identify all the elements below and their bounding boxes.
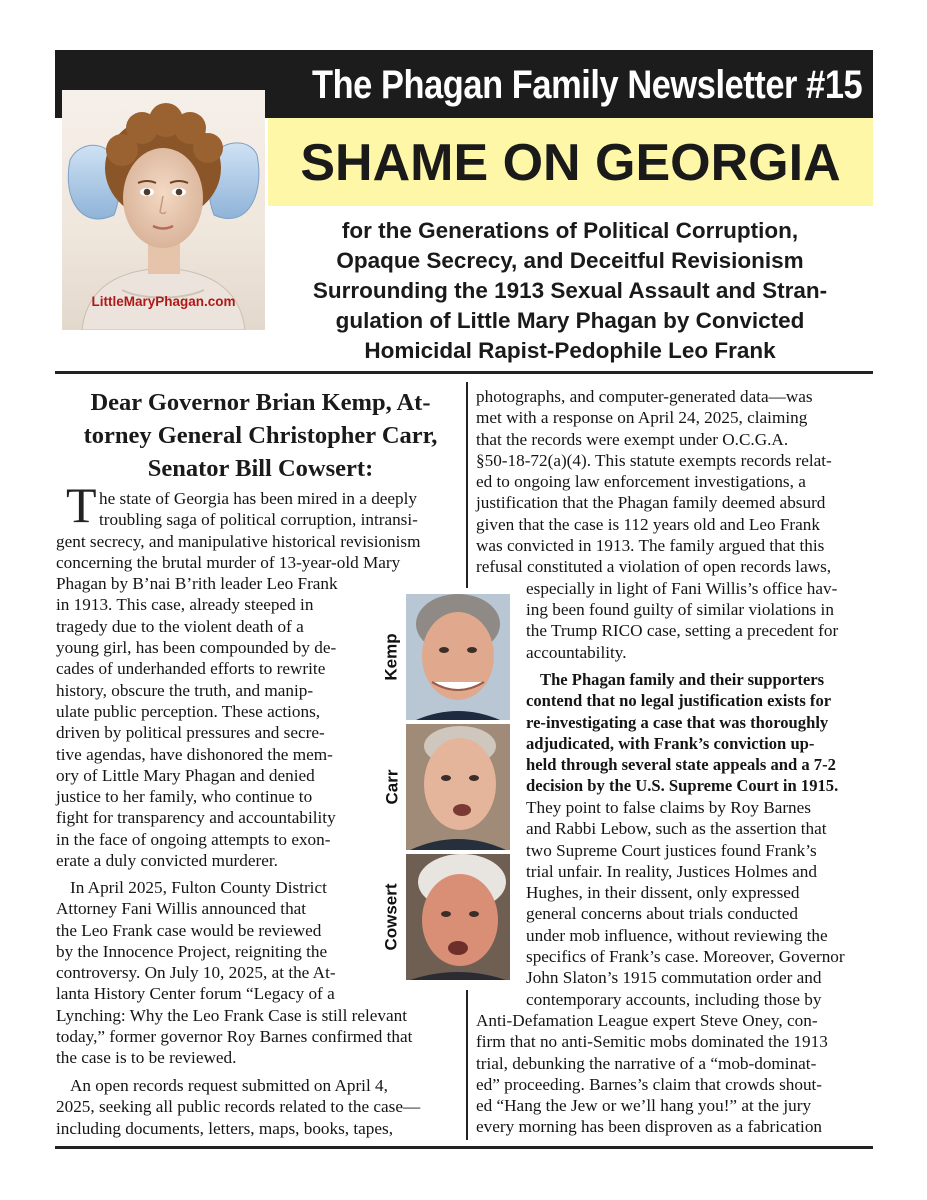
photo-label-kemp <box>374 594 410 720</box>
carr-photo <box>406 724 510 850</box>
carr-face-illustration <box>406 724 510 850</box>
text-line: ing been found guilty of similar violations in <box>526 599 834 619</box>
text-line: Lynching: Why the Leo Frank Case is still relevant <box>56 1005 408 1025</box>
kemp-photo <box>406 594 510 720</box>
text-line: troubling saga of political corruption, intransi- <box>99 510 418 530</box>
paragraph-3 <box>56 1075 420 1139</box>
text-line: held through several state appeals and a 7-2 <box>526 755 836 775</box>
salutation-line: Dear Governor Brian Kemp, At- <box>90 389 431 416</box>
salutation-line: torney General Christopher Carr, <box>83 422 438 449</box>
text-line: the Trump RICO case, setting a precedent for <box>526 621 839 641</box>
salutation-line: Senator Bill Cowsert: <box>147 455 374 482</box>
text-line: Attorney Fani Willis announced that <box>56 899 307 919</box>
text-line: cades of underhanded efforts to rewrite <box>56 659 326 679</box>
text-line: ed” proceeding. Barnes’s claim that crowds shout- <box>476 1074 823 1094</box>
text-line: fight for transparency and accountability <box>56 808 336 828</box>
text-line: under mob influence, without reviewing the <box>526 925 828 945</box>
cowsert-photo <box>406 854 510 980</box>
text-line: and Rabbi Lebow, such as the assertion that <box>526 819 827 839</box>
photo-label-text: Cowsert <box>382 883 402 951</box>
text-line: was convicted in 1913. The family argued that this <box>476 536 825 556</box>
text-line: especially in light of Fani Willis’s office hav- <box>526 578 838 598</box>
text-line: contend that no legal justification exists for <box>526 691 832 711</box>
text-line: John Slaton’s 1915 commutation order and <box>526 968 822 988</box>
text-line: tragedy due to the violent death of a <box>56 616 304 636</box>
text-line: driven by political pressures and secre- <box>56 723 325 743</box>
subtitle-line: Surrounding the 1913 Sexual Assault and Stran- <box>312 278 828 303</box>
photo-label-carr <box>374 724 410 850</box>
text-line: ulate public perception. These actions, <box>56 701 321 721</box>
text-line: justification that the Phagan family deemed absurd <box>476 493 826 513</box>
text-line: concerning the brutal murder of 13-year-old Mary <box>56 552 401 572</box>
text-line: re-investigating a case that was thoroughly <box>526 712 829 732</box>
text-line: accountability. <box>526 642 627 662</box>
text-line: In April 2025, Fulton County District <box>70 878 327 897</box>
paragraph-1 <box>56 488 421 871</box>
text-line: the case is to be reviewed. <box>56 1048 237 1068</box>
headline: SHAME ON GEORGIA <box>300 134 841 192</box>
right-paragraph-1 <box>476 386 838 663</box>
text-line: young girl, has been compounded by de- <box>56 638 337 658</box>
newsletter-title: The Phagan Family Newsletter #15 <box>312 63 863 107</box>
text-line: the Leo Frank case would be reviewed <box>56 920 322 940</box>
subtitle-line: Homicidal Rapist-Pedophile Leo Frank <box>364 338 776 363</box>
text-line: The Phagan family and their supporters <box>540 670 825 689</box>
subtitle-line: for the Generations of Political Corruption, <box>341 218 799 243</box>
text-line: given that the case is 112 years old and Leo Frank <box>476 514 820 534</box>
text-line: ed “Hang the Jew or we’ll hang you!” at the jury <box>476 1096 812 1116</box>
text-line: They point to false claims by Roy Barnes <box>526 798 811 817</box>
text-line: in 1913. This case, already steeped in <box>56 595 314 615</box>
text-line: contemporary accounts, including those by <box>526 989 822 1009</box>
text-line: justice to her family, who continue to <box>56 787 313 807</box>
text-line: An open records request submitted on April 4, <box>70 1076 388 1095</box>
photo-label-cowsert <box>374 854 410 980</box>
photo-label-text: Kemp <box>382 633 402 681</box>
text-line: lanta History Center forum “Legacy of a <box>56 984 335 1004</box>
text-line: general concerns about trials conducted <box>526 904 799 924</box>
text-line: Hughes, in their dissent, only expressed <box>526 883 800 903</box>
top-divider <box>55 371 873 374</box>
subtitle-line: Opaque Secrecy, and Deceitful Revisionism <box>336 248 804 273</box>
text-line: by the Innocence Project, reigniting the <box>56 941 328 961</box>
right-bold-paragraph <box>526 669 838 797</box>
text-line: controversy. On July 10, 2025, at the At- <box>56 963 336 983</box>
text-line: adjudicated, with Frank’s conviction up- <box>526 733 815 753</box>
portrait-caption: LittleMaryPhagan.com <box>91 294 236 309</box>
photo-label-text: Carr <box>382 769 401 805</box>
text-line: erate a duly convicted murderer. <box>56 851 278 871</box>
text-line: ory of Little Mary Phagan and denied <box>56 765 315 785</box>
text-line: Phagan by B’nai B’rith leader Leo Frank <box>56 574 338 594</box>
cowsert-face-illustration <box>406 854 510 980</box>
text-line: every morning has been disproven as a fabrication <box>476 1117 823 1137</box>
text-line: trial unfair. In reality, Justices Holmes and <box>526 861 817 881</box>
text-line: two Supreme Court justices found Frank’s <box>526 840 817 860</box>
text-line: decision by the U.S. Supreme Court in 1915. <box>526 776 839 796</box>
text-line: including documents, letters, maps, books, tapes, <box>56 1118 394 1138</box>
subtitle <box>270 216 870 366</box>
right-paragraph-2 <box>476 797 845 1138</box>
text-line: in the face of ongoing attempts to exon- <box>56 829 331 849</box>
text-line: 2025, seeking all public records related to the case— <box>56 1097 421 1117</box>
text-line: gent secrecy, and manipulative historical revisionism <box>56 531 421 551</box>
text-line: photographs, and computer-generated data—was <box>476 387 813 406</box>
text-line: ed to ongoing law enforcement investigations, a <box>476 472 806 492</box>
subtitle-line: gulation of Little Mary Phagan by Convicted <box>335 308 805 333</box>
salutation <box>58 386 463 485</box>
text-line: that the records were exempt under O.C.G.A. <box>476 429 789 449</box>
kemp-face-illustration <box>406 594 510 720</box>
text-line: firm that no anti-Semitic mobs dominated the 1913 <box>476 1032 828 1052</box>
text-line: trial, debunking the narrative of a “mob-dominat- <box>476 1053 817 1073</box>
text-line: refusal constituted a violation of open records laws, <box>476 557 832 577</box>
text-line: today,” former governor Roy Barnes confirmed that <box>56 1027 413 1047</box>
mary-phagan-portrait <box>62 90 265 330</box>
text-line: §50-18-72(a)(4). This statute exempts records relat- <box>476 450 832 470</box>
text-line: met with a response on April 24, 2025, claiming <box>476 408 808 428</box>
drop-cap: T <box>66 477 97 533</box>
bottom-divider <box>55 1146 873 1149</box>
paragraph-2 <box>56 877 412 1069</box>
text-line: he state of Georgia has been mired in a deeply <box>99 489 418 508</box>
text-line: tive agendas, have dishonored the mem- <box>56 744 333 764</box>
text-line: specifics of Frank’s case. Moreover, Governor <box>526 947 845 967</box>
text-line: history, obscure the truth, and manip- <box>56 680 314 700</box>
text-line: Anti-Defamation League expert Steve Oney, con- <box>476 1010 818 1030</box>
